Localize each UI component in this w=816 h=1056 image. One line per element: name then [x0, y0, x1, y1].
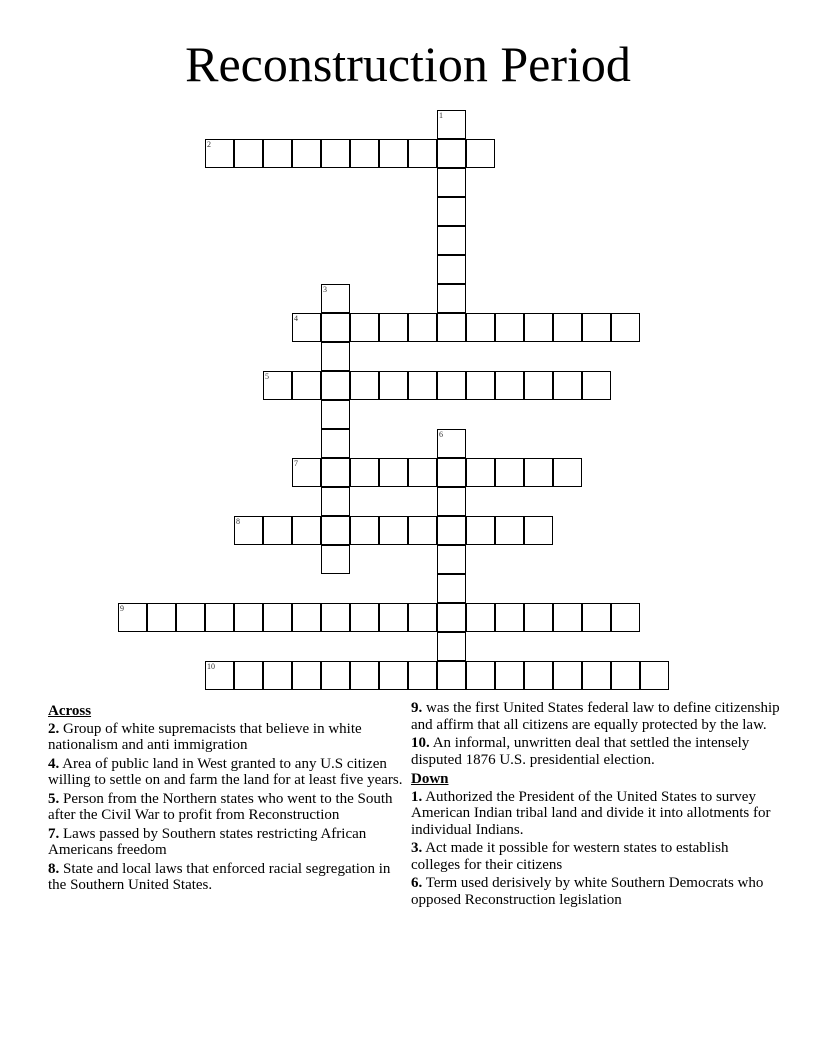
cell-number: 5: [265, 372, 269, 381]
crossword-cell[interactable]: [466, 458, 495, 487]
crossword-cell[interactable]: [553, 458, 582, 487]
crossword-cell[interactable]: [321, 516, 350, 545]
clue-number: 1.: [411, 788, 423, 805]
crossword-cell[interactable]: [437, 487, 466, 516]
crossword-cell[interactable]: [408, 139, 437, 168]
crossword-cell[interactable]: [292, 139, 321, 168]
cell-number: 3: [323, 285, 327, 294]
crossword-cell[interactable]: [321, 458, 350, 487]
clue-across-5: [48, 791, 408, 824]
page-title: Reconstruction Period: [185, 36, 631, 92]
crossword-cell[interactable]: [379, 603, 408, 632]
cell-number: 9: [120, 604, 124, 613]
crossword-cell[interactable]: [350, 458, 379, 487]
crossword-cell[interactable]: [234, 603, 263, 632]
clue-number: 5.: [48, 790, 60, 807]
crossword-cell[interactable]: [495, 371, 524, 400]
crossword-cell[interactable]: [408, 313, 437, 342]
crossword-cell[interactable]: [524, 661, 553, 690]
crossword-cell[interactable]: [292, 371, 321, 400]
crossword-cell[interactable]: [263, 139, 292, 168]
crossword-cell[interactable]: [321, 313, 350, 342]
crossword-cell[interactable]: [350, 603, 379, 632]
crossword-cell[interactable]: [582, 661, 611, 690]
crossword-cell[interactable]: [437, 371, 466, 400]
clue-across-4: [48, 756, 408, 789]
crossword-cell[interactable]: [582, 603, 611, 632]
crossword-cell[interactable]: [495, 458, 524, 487]
clue-text: Area of public land in West granted to any U.S citizen willing to settle on and farm the land for at least five years.: [48, 755, 403, 788]
crossword-cell[interactable]: [553, 371, 582, 400]
clue-text: Laws passed by Southern states restricting African Americans freedom: [48, 825, 367, 858]
crossword-cell[interactable]: [321, 603, 350, 632]
crossword-cell[interactable]: [466, 313, 495, 342]
cell-number: 1: [439, 111, 443, 120]
crossword-cell[interactable]: [611, 313, 640, 342]
crossword-cell[interactable]: [147, 603, 176, 632]
crossword-cell[interactable]: [437, 197, 466, 226]
crossword-cell[interactable]: [524, 371, 553, 400]
crossword-cell[interactable]: [292, 313, 321, 342]
crossword-cell[interactable]: [205, 603, 234, 632]
crossword-cell[interactable]: [495, 516, 524, 545]
crossword-cell[interactable]: [553, 313, 582, 342]
crossword-cell[interactable]: [379, 371, 408, 400]
crossword-cell[interactable]: [437, 226, 466, 255]
clue-number: 3.: [411, 840, 423, 856]
crossword-cell[interactable]: [611, 661, 640, 690]
crossword-cell[interactable]: [640, 661, 669, 690]
clues-right-column: [411, 700, 781, 910]
clue-across-9: [411, 700, 781, 733]
cell-number: 6: [439, 430, 443, 439]
across-heading: Across: [48, 703, 92, 719]
crossword-cell[interactable]: [437, 313, 466, 342]
crossword-cell[interactable]: [437, 429, 466, 458]
clue-across-10: [411, 735, 781, 768]
clue-across-7: [48, 826, 408, 859]
crossword-cell[interactable]: [321, 400, 350, 429]
clue-text: State and local laws that enforced racial segregation in the Southern United States.: [48, 860, 391, 893]
cell-number: 10: [207, 662, 215, 671]
crossword-cell[interactable]: [379, 458, 408, 487]
clue-number: 7.: [48, 825, 60, 842]
crossword-cell[interactable]: [466, 661, 495, 690]
crossword-cell[interactable]: [350, 516, 379, 545]
clue-text: Term used derisively by white Southern Democrats who opposed Reconstruction legislation: [411, 875, 764, 908]
crossword-cell[interactable]: [495, 603, 524, 632]
crossword-cell[interactable]: [205, 661, 234, 690]
clue-text: was the first United States federal law to define citizenship and affirm that all citizens are equally protected by the law.: [411, 700, 780, 733]
crossword-cell[interactable]: [408, 603, 437, 632]
clue-number: 4.: [48, 755, 60, 772]
clue-text: Person from the Northern states who went to the South after the Civil War to profit from Reconstruction: [48, 790, 393, 823]
crossword-cell[interactable]: [292, 661, 321, 690]
crossword-cell[interactable]: [205, 139, 234, 168]
crossword-cell[interactable]: [437, 661, 466, 690]
crossword-cell[interactable]: [321, 371, 350, 400]
crossword-cell[interactable]: [379, 139, 408, 168]
crossword-cell[interactable]: [495, 313, 524, 342]
crossword-cell[interactable]: [321, 139, 350, 168]
clue-down-1: [411, 789, 781, 839]
crossword-cell[interactable]: [234, 516, 263, 545]
crossword-cell[interactable]: [350, 139, 379, 168]
crossword-cell[interactable]: [408, 516, 437, 545]
crossword-cell[interactable]: [437, 168, 466, 197]
crossword-cell[interactable]: [379, 661, 408, 690]
clue-number: 8.: [48, 860, 60, 877]
crossword-cell[interactable]: [524, 516, 553, 545]
crossword-cell[interactable]: [524, 603, 553, 632]
crossword-cell[interactable]: [437, 110, 466, 139]
crossword-cell[interactable]: [553, 603, 582, 632]
crossword-cell[interactable]: [263, 603, 292, 632]
crossword-cell[interactable]: [466, 371, 495, 400]
down-heading: Down: [411, 771, 449, 787]
crossword-cell[interactable]: [321, 342, 350, 371]
cell-number: 7: [294, 459, 298, 468]
cell-number: 4: [294, 314, 298, 323]
crossword-cell[interactable]: [118, 603, 147, 632]
crossword-cell[interactable]: [321, 487, 350, 516]
crossword-cell[interactable]: [234, 139, 263, 168]
clue-across-2: [48, 721, 408, 754]
clue-text: An informal, unwritten deal that settled the intensely disputed 1876 U.S. presidential election.: [411, 735, 750, 768]
crossword-cell[interactable]: [176, 603, 205, 632]
crossword-cell[interactable]: [408, 661, 437, 690]
crossword-cell[interactable]: [437, 139, 466, 168]
crossword-cell[interactable]: [466, 516, 495, 545]
clue-down-6: [411, 875, 781, 908]
cell-number: 8: [236, 517, 240, 526]
crossword-cell[interactable]: [408, 458, 437, 487]
crossword-cell[interactable]: [408, 371, 437, 400]
crossword-cell[interactable]: [321, 284, 350, 313]
clue-down-3: [411, 840, 781, 873]
crossword-cell[interactable]: [495, 661, 524, 690]
crossword-cell[interactable]: [263, 516, 292, 545]
crossword-cell[interactable]: [379, 313, 408, 342]
clue-number: 2.: [48, 720, 60, 737]
clue-number: 10.: [411, 735, 430, 751]
clues-left-column: [48, 700, 408, 896]
crossword-cell[interactable]: [292, 458, 321, 487]
crossword-cell[interactable]: [263, 371, 292, 400]
crossword-cell[interactable]: [292, 516, 321, 545]
crossword-cell[interactable]: [437, 458, 466, 487]
crossword-cell[interactable]: [437, 632, 466, 661]
crossword-cell[interactable]: [437, 255, 466, 284]
crossword-cell[interactable]: [466, 139, 495, 168]
crossword-cell[interactable]: [524, 313, 553, 342]
crossword-cell[interactable]: [582, 371, 611, 400]
crossword-cell[interactable]: [582, 313, 611, 342]
crossword-cell[interactable]: [321, 429, 350, 458]
crossword-cell[interactable]: [379, 516, 408, 545]
crossword-cell[interactable]: [350, 661, 379, 690]
clue-number: 9.: [411, 700, 423, 716]
cell-number: 2: [207, 140, 211, 149]
crossword-cell[interactable]: [292, 603, 321, 632]
clue-text: Authorized the President of the United States to survey American Indian tribal land and divide it into allotments for individual Indians.: [411, 788, 771, 838]
crossword-cell[interactable]: [234, 661, 263, 690]
crossword-cell[interactable]: [321, 545, 350, 574]
clue-across-8: [48, 861, 408, 894]
clue-number: 6.: [411, 875, 423, 891]
crossword-cell[interactable]: [263, 661, 292, 690]
crossword-cell[interactable]: [350, 371, 379, 400]
crossword-cell[interactable]: [611, 603, 640, 632]
crossword-cell[interactable]: [321, 661, 350, 690]
crossword-cell[interactable]: [466, 603, 495, 632]
crossword-cell[interactable]: [553, 661, 582, 690]
clue-text: Group of white supremacists that believe in white nationalism and anti immigration: [48, 720, 362, 753]
crossword-cell[interactable]: [350, 313, 379, 342]
crossword-cell[interactable]: [437, 545, 466, 574]
crossword-cell[interactable]: [437, 516, 466, 545]
crossword-cell[interactable]: [437, 574, 466, 603]
crossword-cell[interactable]: [524, 458, 553, 487]
crossword-cell[interactable]: [437, 284, 466, 313]
clue-text: Act made it possible for western states to establish colleges for their citizens: [411, 840, 729, 873]
crossword-cell[interactable]: [437, 603, 466, 632]
